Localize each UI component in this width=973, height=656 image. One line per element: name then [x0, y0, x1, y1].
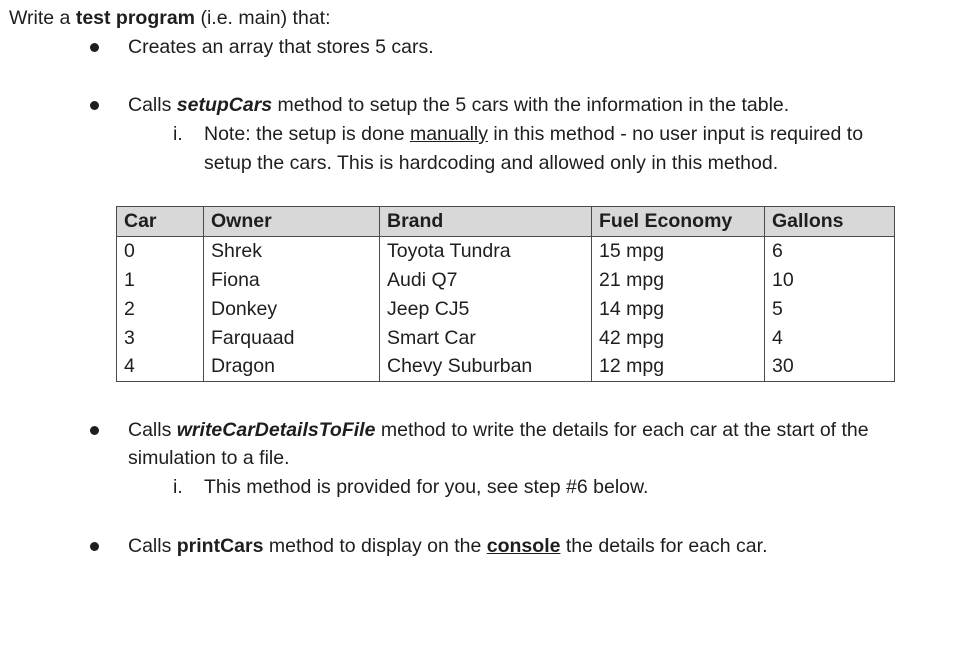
intro-bold: test program	[75, 7, 196, 29]
bullet-dot	[90, 101, 99, 110]
bullet-dot	[90, 43, 99, 52]
bullet-2-prefix: Calls	[128, 94, 177, 116]
cell: 42 mpg	[592, 323, 765, 352]
cell: 12 mpg	[592, 352, 765, 381]
cell: 1	[117, 266, 204, 295]
cell: 15 mpg	[592, 236, 765, 265]
method-printcars: printCars	[176, 535, 264, 557]
cell: Toyota Tundra	[380, 236, 592, 265]
bullet-2-suffix: method to setup the 5 cars with the information in the table.	[272, 94, 790, 116]
cell: Fiona	[204, 266, 380, 295]
bullet-3-text	[128, 418, 869, 442]
cell: Jeep CJ5	[380, 294, 592, 323]
cell: 4	[765, 323, 895, 352]
bullet-3-sub: This method is provided for you, see step #6 below.	[204, 476, 649, 498]
cars-table	[116, 206, 895, 382]
console-word: console	[486, 535, 561, 557]
cell: Dragon	[204, 352, 380, 381]
cell: Chevy Suburban	[380, 352, 592, 381]
intro-suffix: (i.e. main) that:	[195, 7, 331, 29]
method-setupcars: setupCars	[176, 94, 273, 116]
header-fuel-economy: Fuel Economy	[592, 207, 765, 237]
cell: 30	[765, 352, 895, 381]
bullet-2-sub-line-2: setup the cars. This is hardcoding and allowed only in this method.	[204, 152, 779, 174]
cell: 4	[117, 352, 204, 381]
cell: Audi Q7	[380, 266, 592, 295]
cell: 6	[765, 236, 895, 265]
cell: Donkey	[204, 294, 380, 323]
cell: Farquaad	[204, 323, 380, 352]
bullet-4-prefix: Calls	[128, 535, 177, 557]
cell: 2	[117, 294, 204, 323]
bullet-dot	[90, 426, 99, 435]
cell: Smart Car	[380, 323, 592, 352]
intro-prefix: Write a	[9, 7, 76, 29]
header-brand: Brand	[380, 207, 592, 237]
bullet-2-sub-line-1	[204, 122, 863, 146]
bullet-1-text: Creates an array that stores 5 cars.	[128, 36, 434, 58]
cell: 14 mpg	[592, 294, 765, 323]
header-owner: Owner	[204, 207, 380, 237]
cell: Shrek	[204, 236, 380, 265]
sub-marker: i.	[173, 476, 183, 498]
bullet-3-prefix: Calls	[128, 419, 177, 441]
cell: 0	[117, 236, 204, 265]
table-header-row	[117, 207, 895, 237]
table-row	[117, 352, 895, 381]
table-row	[117, 266, 895, 295]
bullet-4-mid: method to display on the	[263, 535, 487, 557]
bullet-4-text	[128, 534, 768, 558]
cell: 5	[765, 294, 895, 323]
table-row	[117, 323, 895, 352]
bullet-3-suffix: method to write the details for each car at the start of the	[375, 419, 869, 441]
method-writecardetailstofile: writeCarDetailsToFile	[176, 419, 376, 441]
cell: 21 mpg	[592, 266, 765, 295]
table-row	[117, 236, 895, 265]
bullet-3-line-2: simulation to a file.	[128, 447, 290, 469]
sub-text-a: Note: the setup is done	[204, 123, 410, 145]
sub-marker: i.	[173, 123, 183, 145]
cell: 10	[765, 266, 895, 295]
table-row	[117, 294, 895, 323]
sub-text-underlined: manually	[409, 123, 489, 145]
bullet-dot	[90, 542, 99, 551]
intro-line	[9, 6, 331, 30]
header-car: Car	[117, 207, 204, 237]
sub-text-b: in this method - no user input is required to	[488, 123, 864, 145]
bullet-2-text	[128, 93, 789, 117]
bullet-4-suffix: the details for each car.	[560, 535, 768, 557]
cell: 3	[117, 323, 204, 352]
header-gallons: Gallons	[765, 207, 895, 237]
